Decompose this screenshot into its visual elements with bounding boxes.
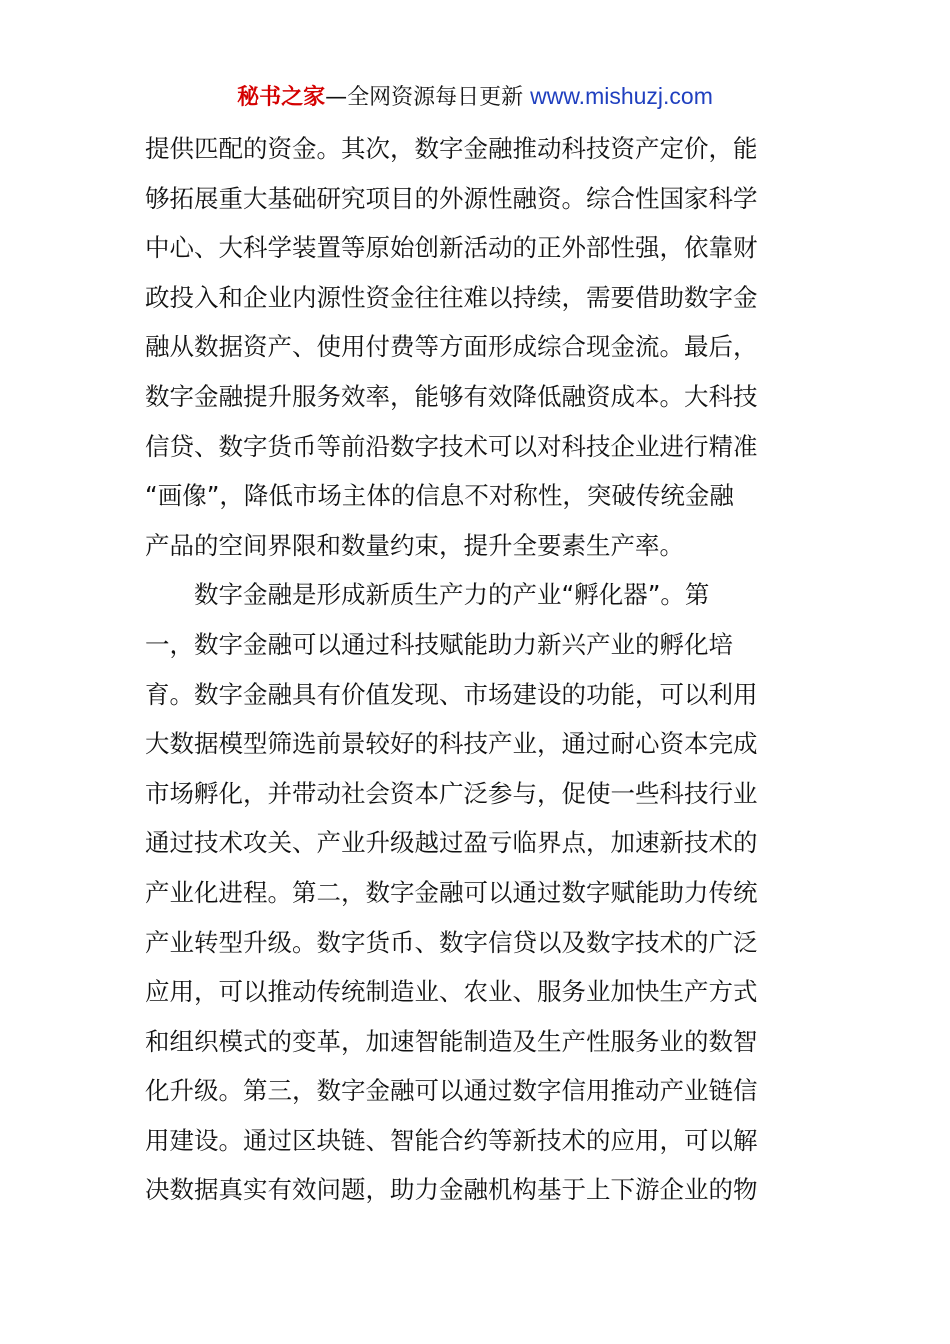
text-line: 决数据真实有效问题，助力金融机构基于上下游企业的物	[145, 1175, 758, 1205]
text-line: 政投入和企业内源性资金往往难以持续，需要借助数字金	[145, 282, 758, 312]
site-header	[0, 80, 950, 114]
text-line: 信贷、数字货币等前沿数字技术可以对科技企业进行精准	[145, 431, 758, 461]
text-line: 产业转型升级。数字货币、数字信贷以及数字技术的广泛	[145, 927, 758, 957]
text-line: 和组织模式的变革，加速智能制造及生产性服务业的数智	[145, 1026, 758, 1056]
brand-name: 秘书之家	[237, 85, 326, 110]
text-line: 提供匹配的资金。其次，数字金融推动科技资产定价，能	[145, 134, 758, 163]
paragraph-start-line: 数字金融是形成新质生产力的产业“孵化器”。第	[194, 580, 710, 610]
text-line: 产业化进程。第二，数字金融可以通过数字赋能助力传统	[145, 877, 758, 907]
text-line: 育。数字金融具有价值发现、市场建设的功能，可以利用	[145, 679, 758, 709]
text-line: “画像”，降低市场主体的信息不对称性，突破传统金融	[145, 481, 734, 511]
article-body	[145, 124, 810, 1215]
text-line: 融从数据资产、使用付费等方面形成综合现金流。最后，	[145, 332, 758, 362]
text-line: 市场孵化，并带动社会资本广泛参与，促使一些科技行业	[145, 778, 758, 808]
site-url[interactable]: www.mishuzj.com	[530, 83, 713, 109]
text-line: 大数据模型筛选前景较好的科技产业，通过耐心资本完成	[145, 729, 758, 759]
text-line: 化升级。第三，数字金融可以通过数字信用推动产业链信	[145, 1076, 758, 1106]
header-tagline: —全网资源每日更新	[325, 85, 531, 110]
text-line: 应用，可以推动传统制造业、农业、服务业加快生产方式	[145, 977, 758, 1007]
text-line: 通过技术攻关、产业升级越过盈亏临界点，加速新技术的	[145, 828, 758, 858]
text-line: 数字金融提升服务效率，能够有效降低融资成本。大科技	[145, 381, 758, 411]
text-line: 产品的空间界限和数量约束，提升全要素生产率。	[145, 530, 684, 560]
text-line: 够拓展重大基础研究项目的外源性融资。综合性国家科学	[145, 183, 758, 213]
text-line: 中心、大科学装置等原始创新活动的正外部性强，依靠财	[145, 233, 758, 263]
text-line: 用建设。通过区块链、智能合约等新技术的应用，可以解	[145, 1125, 758, 1155]
text-line: 一，数字金融可以通过科技赋能助力新兴产业的孵化培	[145, 629, 733, 659]
